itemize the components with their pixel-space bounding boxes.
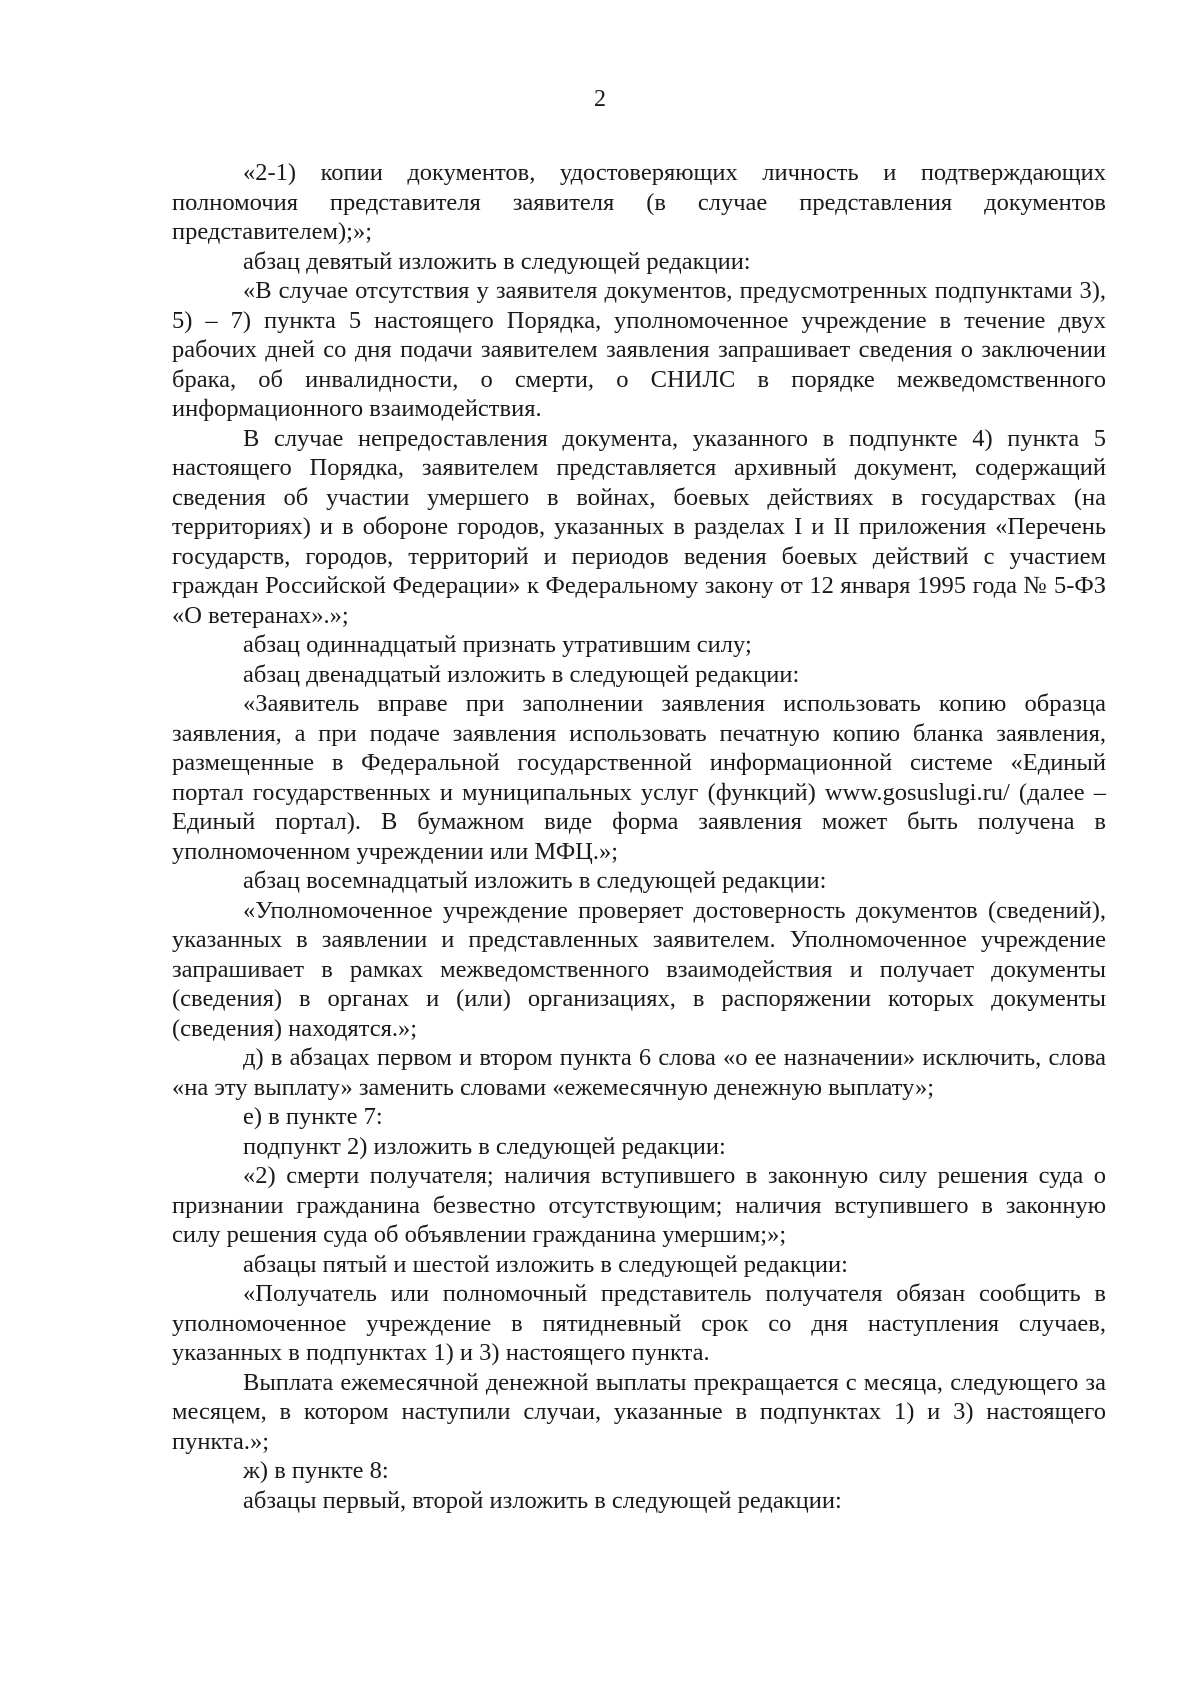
paragraph: «Заявитель вправе при заполнении заявления использовать копию образца заявления, а при подаче заявления использовать печатную копию бланка заявления, размещенные в Федеральной государственной информационной системе «Единый портал государственных и муниципальных услуг (функций) www.gosuslugi.ru/ (далее – Единый портал). В бумажном виде форма заявления может быть получена в уполномоченном учреждении или МФЦ.»; (172, 690, 1106, 865)
paragraph: абзац одиннадцатый признать утратившим силу; (243, 631, 752, 658)
paragraph: «2-1) копии документов, удостоверяющих личность и подтверждающих полномочия представителя заявителя (в случае представления документов представителем);»; (172, 159, 1106, 245)
paragraph: абзац восемнадцатый изложить в следующей редакции: (243, 867, 827, 894)
paragraph: абзацы первый, второй изложить в следующей редакции: (243, 1486, 842, 1514)
paragraph: абзацы пятый и шестой изложить в следующей редакции: (243, 1250, 848, 1278)
paragraph: «Получатель или полномочный представитель получателя обязан сообщить в уполномоченное учреждение в пятидневный срок со дня наступления случаев, указанных в подпунктах 1) и 3) настоящего пункта. (172, 1280, 1106, 1366)
document-body (172, 158, 1106, 1515)
paragraph: Выплата ежемесячной денежной выплаты прекращается с месяца, следующего за месяцем, в котором наступили случаи, указанные в подпунктах 1) и 3) настоящего пункта.»; (172, 1368, 1106, 1455)
paragraph: ж) в пункте 8: (243, 1457, 389, 1484)
paragraph: д) в абзацах первом и втором пункта 6 слова «о ее назначении» исключить, слова «на эту выплату» заменить словами «ежемесячную денежную выплату»; (172, 1044, 1106, 1101)
page-number: 2 (594, 86, 606, 112)
paragraph: «2) смерти получателя; наличия вступившего в законную силу решения суда о признании гражданина безвестно отсутствующим; наличия вступившего в законную силу решения суда об объявлении гражданина умершим;»; (172, 1162, 1106, 1248)
paragraph: подпункт 2) изложить в следующей редакции: (243, 1132, 726, 1160)
paragraph: В случае непредоставления документа, указанного в подпункте 4) пункта 5 настоящего Порядка, заявителем представляется архивный документ, содержащий сведения об участии умершего в войнах, боевых действиях в государствах (на территориях) и в обороне городов, указанных в разделах I и II приложения «Перечень государств, городов, территорий и периодов ведения боевых действий с участием граждан Российской Федерации» к Федеральному закону от 12 января 1995 года № 5-ФЗ «О ветеранах».»; (172, 424, 1106, 629)
paragraph: «В случае отсутствия у заявителя документов, предусмотренных подпунктами 3), 5) – 7) пункта 5 настоящего Порядка, уполномоченное учреждение в течение двух рабочих дней со дня подачи заявителем заявления запрашивает сведения о заключении брака, об инвалидности, о смерти, о СНИЛС в порядке межведомственного информационного взаимодействия. (172, 277, 1106, 422)
paragraph: е) в пункте 7: (243, 1103, 383, 1130)
paragraph: абзац двенадцатый изложить в следующей редакции: (243, 660, 800, 688)
paragraph: «Уполномоченное учреждение проверяет достоверность документов (сведений), указанных в заявлении и представленных заявителем. Уполномоченное учреждение запрашивает в рамках межведомственного взаимодействия и получает документы (сведения) в органах и (или) организациях, в распоряжении которых документы (сведения) находятся.»; (172, 896, 1106, 1042)
paragraph: абзац девятый изложить в следующей редакции: (243, 247, 751, 275)
